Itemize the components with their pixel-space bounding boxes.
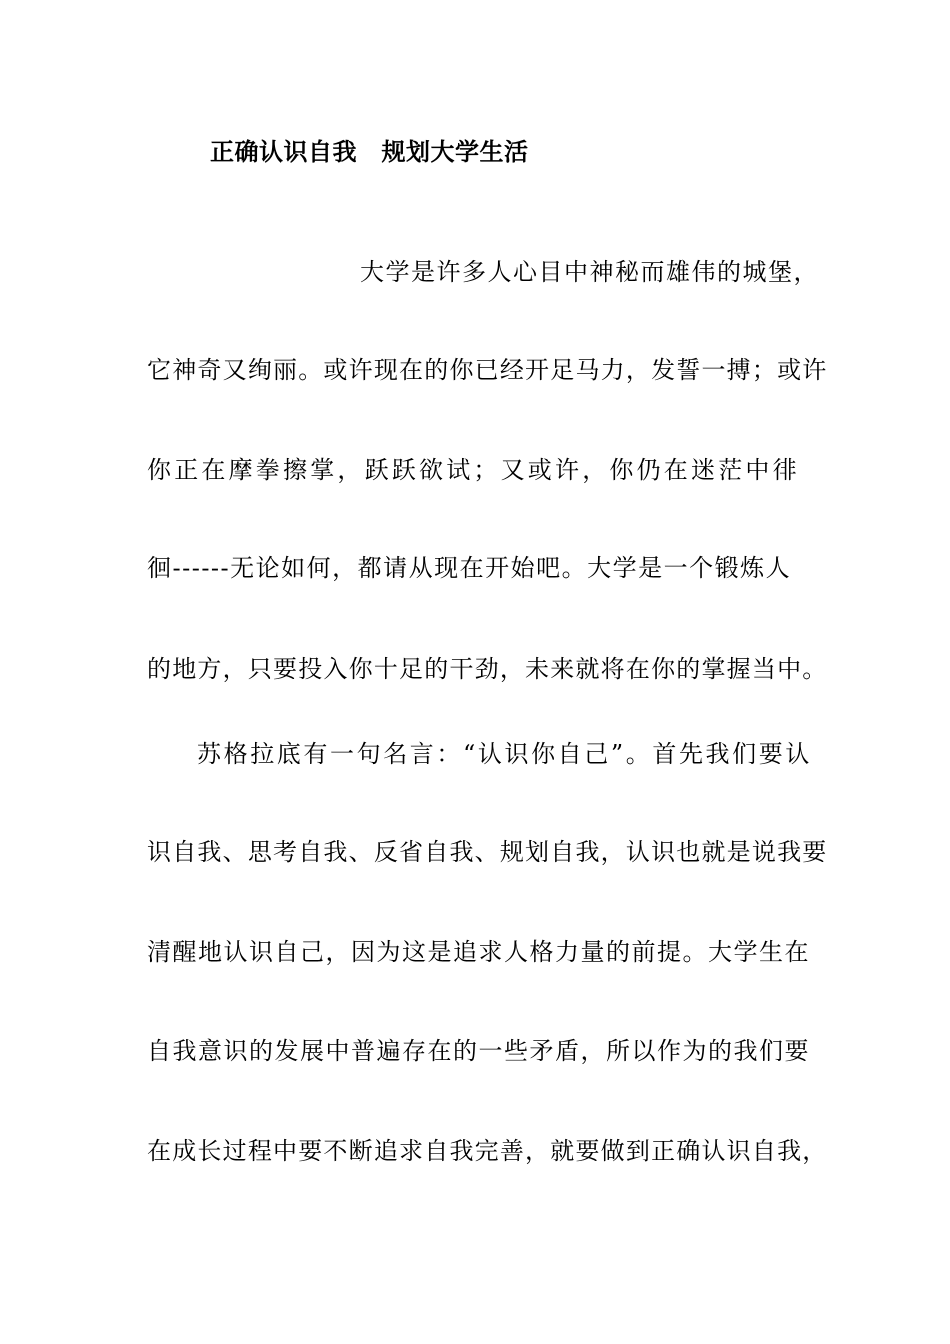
- paragraph-line: 大学是许多人心目中神秘而雄伟的城堡，: [360, 258, 819, 286]
- paragraph-line: 它神奇又绚丽。或许现在的你已经开足马力，发誓一搏；或许: [147, 356, 828, 384]
- paragraph-line: 自我意识的发展中普遍存在的一些矛盾，所以作为的我们要: [147, 1037, 810, 1065]
- paragraph-line: 徊------无论如何，都请从现在开始吧。大学是一个锻炼人: [147, 554, 792, 582]
- paragraph-line: 在成长过程中要不断追求自我完善，就要做到正确认识自我，: [147, 1137, 828, 1165]
- paragraph-line: 你正在摩拳擦掌，跃跃欲试；又或许，你仍在迷茫中徘: [147, 456, 800, 484]
- paragraph-line: 苏格拉底有一句名言：“认识你自己”。首先我们要认: [197, 740, 812, 768]
- document-title: 正确认识自我 规划大学生活: [210, 138, 529, 166]
- paragraph-line: 的地方，只要投入你十足的干劲，未来就将在你的掌握当中。: [147, 655, 828, 683]
- paragraph-line: 识自我、思考自我、反省自我、规划自我，认识也就是说我要: [147, 838, 828, 866]
- paragraph-line: 清醒地认识自己，因为这是追求人格力量的前提。大学生在: [147, 938, 810, 966]
